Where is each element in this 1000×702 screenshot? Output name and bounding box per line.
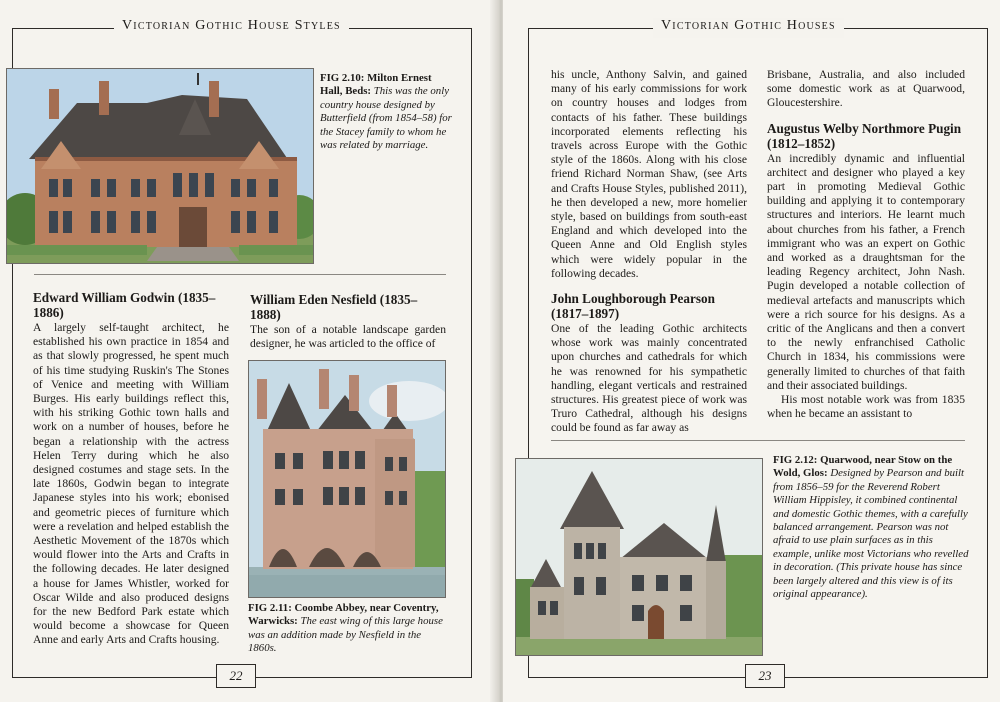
pugin-heading: Augustus Welby Northmore Pugin (1812–1852) [767, 120, 962, 151]
left-running-title: Victorian Gothic House Styles [114, 18, 349, 38]
left-section-rule [34, 274, 446, 275]
coombe-abbey-illustration [248, 360, 446, 598]
fig-2-12-text: Designed by Pearson and built from 1856–59 for the Reverend Robert William Hippisley, it combined continental and domestic Gothic themes, with a carefully balanced arrangement. Pearson was not afraid to use plain surfaces as in this example, unlike most Victorians who revelled in decoration. (This private house has since been largely altered and this view is of its original appearance). [773, 467, 969, 601]
nesfield-continued: his uncle, Anthony Salvin, and gained many of his early commissions for work on country houses and lodges from contacts of his father. These buildings incorporated elements reflecting his travels across Europe with the Gothic style of the 1860s. Along with his close friend Richard Norman Shaw, (see Arts and Crafts House Styles, published 2011), he then developed a new, more homelier style, based on buildings from south-east England and which developed into the Queen Anne and Old English styles which were widely popular in the following decades. [551, 68, 747, 280]
pearson-body: One of the leading Gothic architects whose work was mainly concentrated upon churches and cathedrals for which he was renowned for his sympathetic handling, elegant verticals and restrained structures. His greatest piece of work was Truro Cathedral, although his designs could be found as far away as [551, 322, 747, 435]
fig-2-10-text: This was the only country house designed by Butterfield (from 1854–58) for the Stacey family to whom he was related by marriage. [320, 85, 452, 152]
left-page [0, 0, 497, 702]
fig-2-10-caption [320, 72, 452, 152]
right-running-title: Victorian Gothic Houses [653, 18, 844, 38]
godwin-body: A largely self-taught architect, he established his own practice in 1854 and as that slowly progressed, he spent much of his time studying Ruskin's The Stones of Venice and meeting with William Burges. His early buildings reflect this, with his striking Gothic town halls and work on a number of houses, before he began a relationship with the actress Helen Terry during which he also designed costumes and stage sets. In the late 1860s, Godwin began to integrate Japanese styles into his work; ebonised and geometric pieces of furniture which were a revelation and helped establish the Aesthetic Movement of the 1870s which would flower into the Arts and Crafts in the following decades. He later designed a house for James Whistler, worked for Oscar Wilde and also produced designs for the new Bedford Park estate which would become a showcase for Queen Anne and early Arts and Crafts housing. [33, 321, 229, 647]
fig-2-11-text: The east wing of this large house was an addition made by Nesfield in the 1860s. [248, 615, 443, 655]
godwin-column [33, 290, 229, 648]
nesfield-column [250, 292, 446, 351]
left-page-number: 22 [216, 664, 256, 688]
fig-2-12-label: FIG 2.12: Quarwood, near Stow on the Wold, Glos: [773, 454, 953, 480]
fig-2-10-label: FIG 2.10: Milton Ernest Hall, Beds: [320, 72, 432, 98]
milton-ernest-hall-illustration [6, 68, 314, 264]
pugin-body: An incredibly dynamic and influential architect and designer who played a key part in promoting Medieval Gothic building and applying it to contemporary structures and interiors. He learnt much about churches from his father, a French immigrant who was an expert on Gothic and worked as a draughtsman for the leading Regency architect, John Nash. Pugin developed a notable collection of medieval artefacts and manuscripts which were a rich source for his designs. As a critic of the Anglicans and then a convert to the newly enfranchised Catholic Church in 1834, his commissions were generally limited to churches of that faith and their associated buildings. [767, 151, 965, 392]
nesfield-body: The son of a notable landscape garden designer, he was articled to the office of [250, 323, 446, 351]
right-column-2 [767, 68, 965, 421]
nesfield-heading: William Eden Nesfield (1835–1888) [250, 292, 418, 322]
pearson-continued: Brisbane, Australia, and also included some domestic work as at Quarwood, Gloucestershire. [767, 68, 965, 110]
fig-2-12-caption [773, 454, 969, 601]
godwin-heading: Edward William Godwin (1835–1886) [33, 290, 216, 320]
right-page [503, 0, 1000, 702]
right-page-number: 23 [745, 664, 785, 688]
right-section-rule [551, 440, 965, 441]
fig-2-11-caption [248, 602, 448, 656]
fig-2-11-label: FIG 2.11: Coombe Abbey, near Coventry, Warwicks: [248, 602, 439, 628]
pugin-body-2: His most notable work was from 1835 when he became an assistant to [767, 393, 965, 421]
quarwood-illustration [515, 458, 763, 656]
pearson-heading: John Loughborough Pearson (1817–1897) [551, 291, 715, 322]
right-column-1 [551, 68, 747, 436]
